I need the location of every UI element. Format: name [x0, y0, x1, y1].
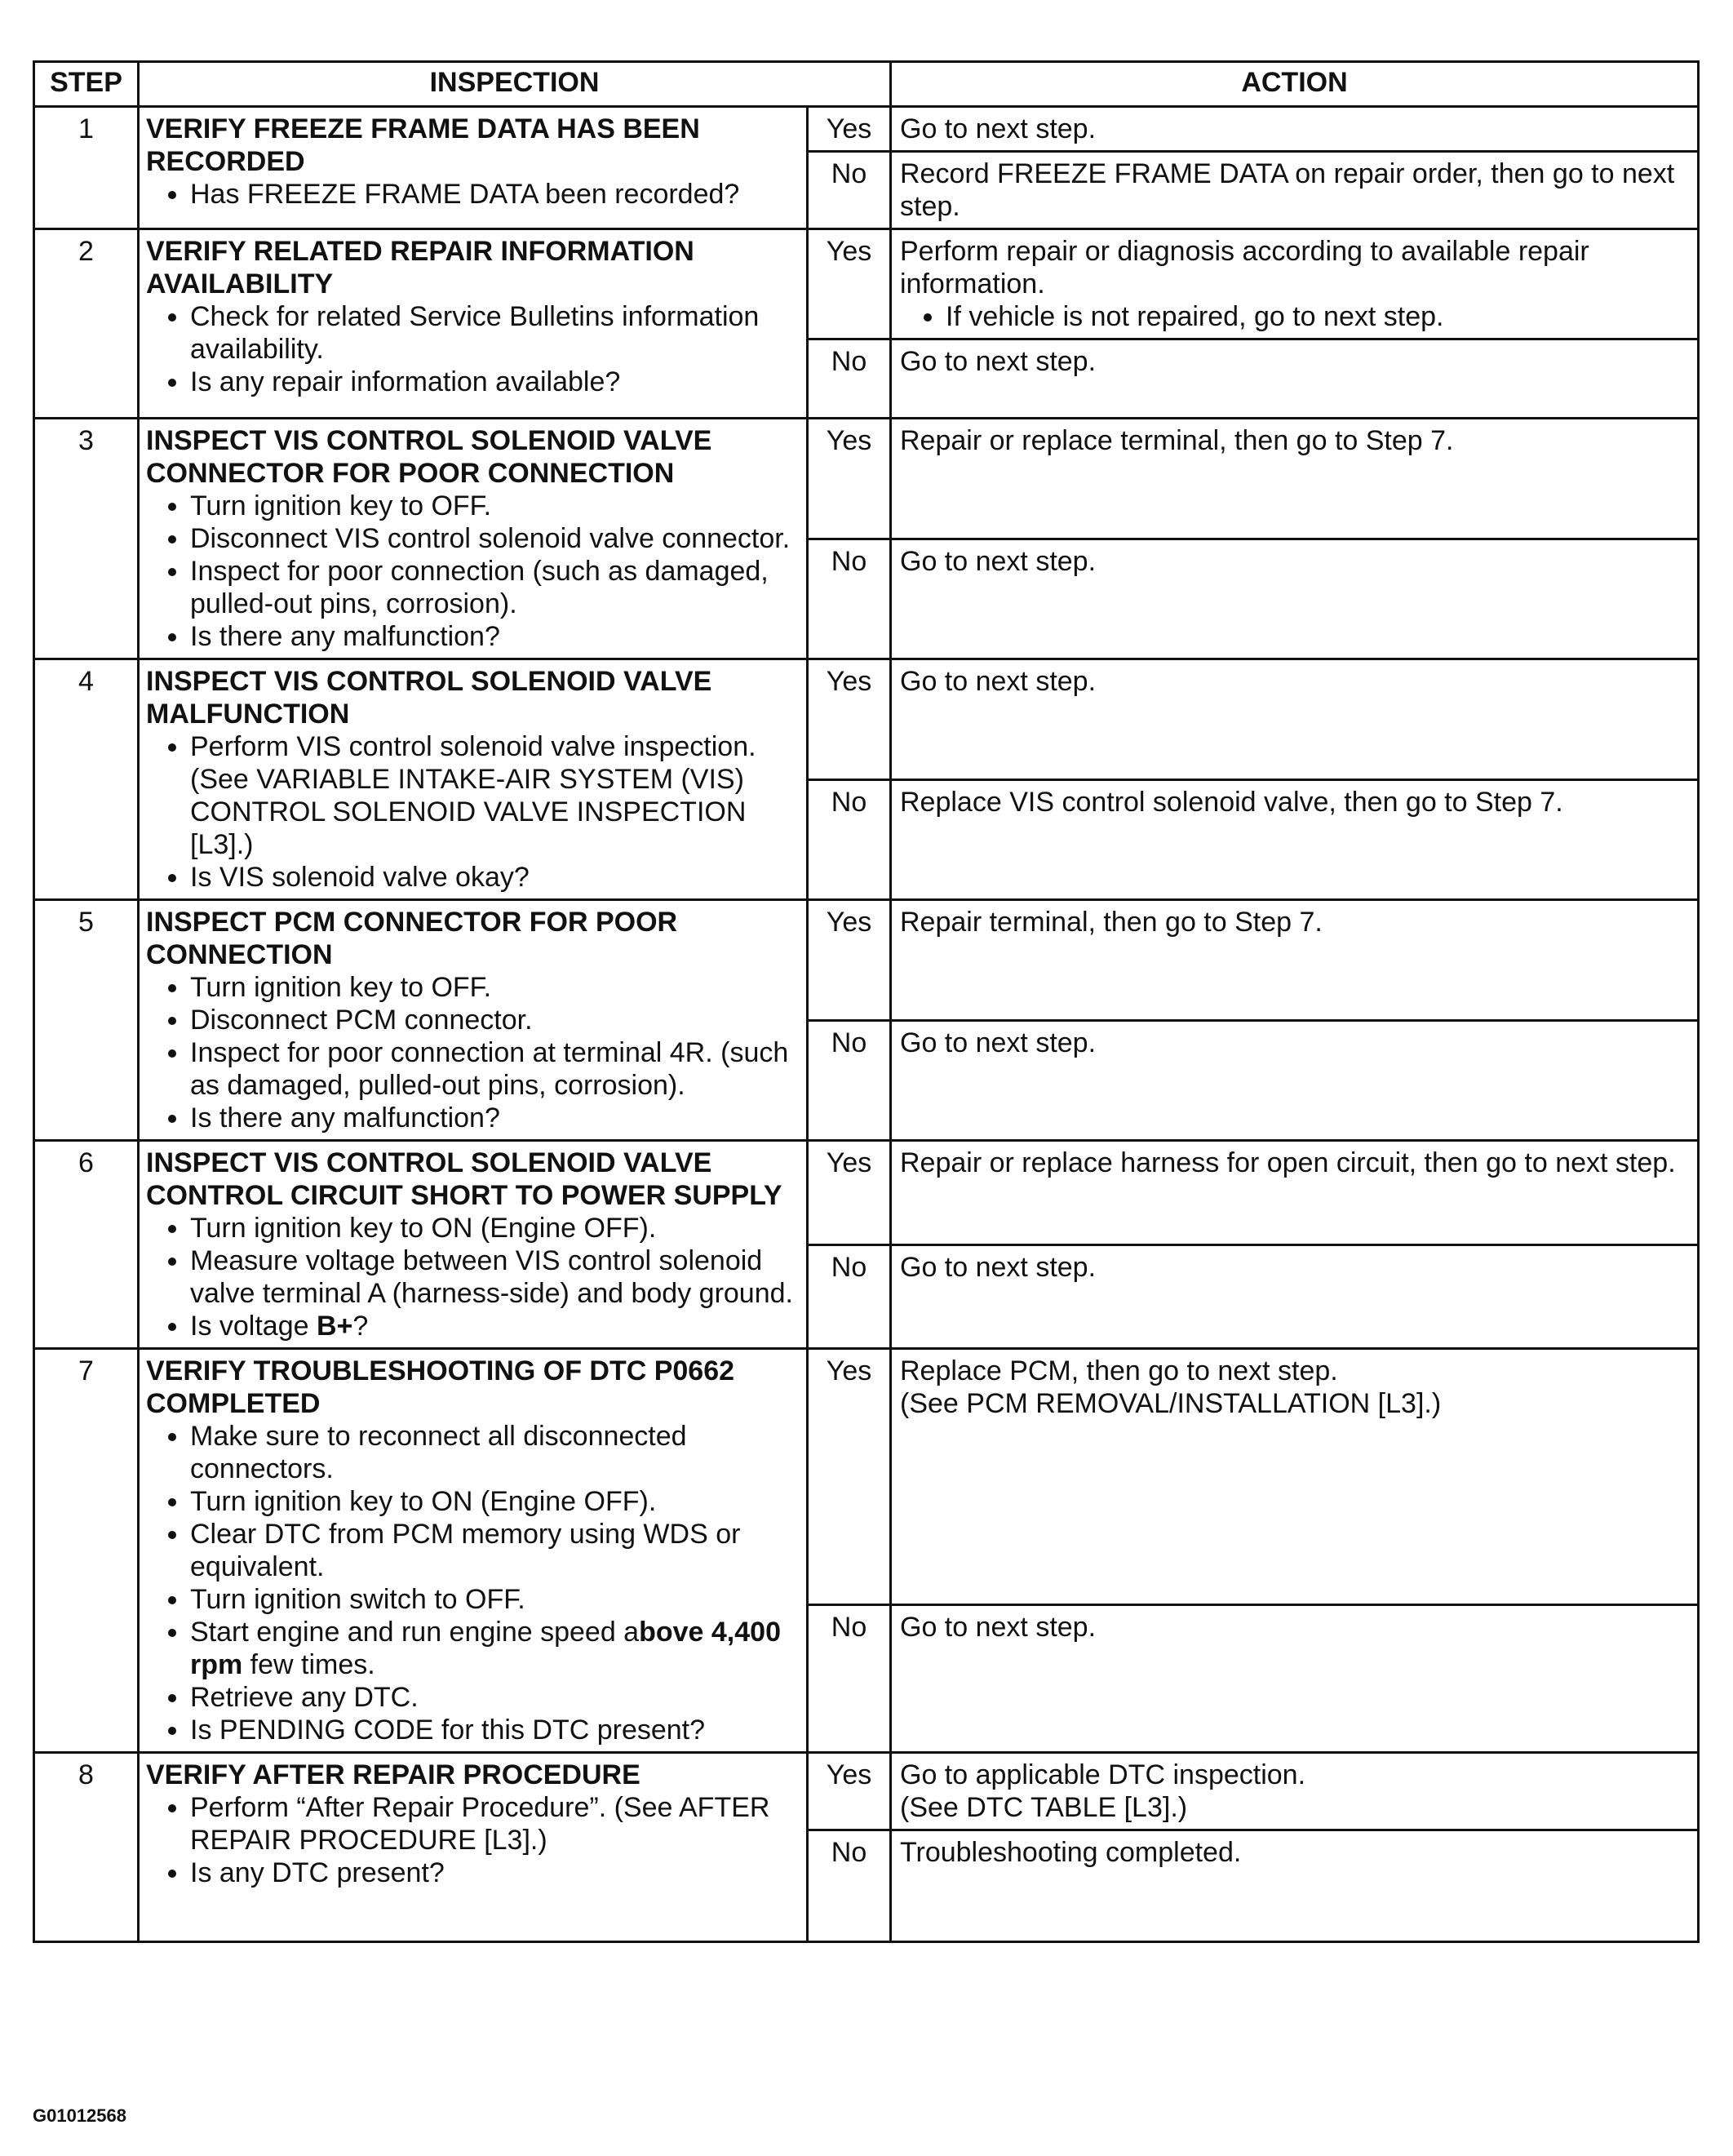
inspection-bullet: • Turn ignition key to ON (Engine OFF). — [190, 1212, 800, 1244]
table-row — [34, 419, 1699, 539]
yes-action-reference: (See PCM REMOVAL/INSTALLATION [L3].) — [900, 1388, 1442, 1419]
step-number: 1 — [34, 107, 139, 229]
yes-label: Yes — [808, 107, 891, 152]
table-row — [34, 1753, 1699, 1830]
yes-action-cell — [891, 1349, 1699, 1605]
inspection-cell — [139, 1141, 808, 1349]
step-title: INSPECT VIS CONTROL SOLENOID VALVE CONTROL CIRCUIT SHORT TO POWER SUPPLY — [146, 1147, 782, 1211]
bullet-text: ? — [352, 1311, 369, 1342]
voltage-spec: B+ — [316, 1311, 353, 1342]
inspection-bullet: • Is there any malfunction? — [190, 1102, 800, 1134]
bullet-text: few times. — [242, 1649, 375, 1680]
inspection-bullet: • Is any DTC present? — [190, 1857, 800, 1889]
inspection-bullet: • Is any repair information available? — [190, 366, 800, 398]
step-title: INSPECT VIS CONTROL SOLENOID VALVE CONNECTOR FOR POOR CONNECTION — [146, 425, 712, 489]
figure-id: G01012568 — [33, 2105, 126, 2126]
table-row — [34, 229, 1699, 339]
yes-action: Repair terminal, then go to Step 7. — [891, 900, 1699, 1021]
inspection-bullet: • Turn ignition key to OFF. — [190, 490, 800, 522]
step-title: VERIFY AFTER REPAIR PROCEDURE — [146, 1759, 640, 1790]
no-action: Go to next step. — [891, 1244, 1699, 1349]
step-title: VERIFY TROUBLESHOOTING OF DTC P0662 COMPLETED — [146, 1355, 735, 1419]
step-title: INSPECT PCM CONNECTOR FOR POOR CONNECTION — [146, 907, 678, 970]
step-title: VERIFY FREEZE FRAME DATA HAS BEEN RECORDED — [146, 113, 700, 177]
inspection-bullet: • Clear DTC from PCM memory using WDS or equivalent. — [190, 1518, 800, 1583]
yes-action: Go to applicable DTC inspection. — [900, 1759, 1306, 1790]
no-action: Go to next step. — [891, 1020, 1699, 1141]
no-label: No — [808, 1020, 891, 1141]
yes-action: Perform repair or diagnosis according to available repair information. — [900, 236, 1589, 299]
procedure-document — [33, 60, 1697, 1943]
yes-label: Yes — [808, 229, 891, 339]
step-number: 6 — [34, 1141, 139, 1349]
inspection-bullet: • Is there any malfunction? — [190, 620, 800, 653]
inspection-bullet — [190, 1310, 800, 1342]
table-row — [34, 1141, 1699, 1245]
header-inspection: INSPECTION — [139, 62, 891, 107]
rpm-spec: bove 4,400 rpm — [190, 1617, 781, 1680]
inspection-bullet: • Turn ignition key to OFF. — [190, 971, 800, 1004]
bullet-text: Start engine and run engine speed a — [190, 1617, 640, 1648]
inspection-cell — [139, 229, 808, 419]
inspection-bullet: • Has FREEZE FRAME DATA been recorded? — [190, 178, 800, 211]
no-label: No — [808, 152, 891, 229]
yes-label: Yes — [808, 659, 891, 780]
inspection-bullet: • Turn ignition key to ON (Engine OFF). — [190, 1485, 800, 1518]
yes-action-reference: (See DTC TABLE [L3].) — [900, 1792, 1188, 1823]
yes-action-cell — [891, 229, 1699, 339]
no-label: No — [808, 779, 891, 900]
no-action: Record FREEZE FRAME DATA on repair order, then go to next step. — [891, 152, 1699, 229]
table-header-row — [34, 62, 1699, 107]
inspection-cell — [139, 107, 808, 229]
yes-label: Yes — [808, 419, 891, 539]
no-action: Troubleshooting completed. — [891, 1830, 1699, 1942]
header-action: ACTION — [891, 62, 1699, 107]
inspection-cell — [139, 659, 808, 900]
no-label: No — [808, 1604, 891, 1753]
yes-label: Yes — [808, 1753, 891, 1830]
inspection-cell — [139, 900, 808, 1141]
no-action: Go to next step. — [891, 539, 1699, 659]
inspection-bullet: • Perform VIS control solenoid valve inspection. (See VARIABLE INTAKE-AIR SYSTEM (VIS) CONTROL SOLENOID VALVE INSPECTION [L3].) — [190, 730, 800, 861]
no-action: Go to next step. — [891, 339, 1699, 419]
no-label: No — [808, 339, 891, 419]
no-action: Replace VIS control solenoid valve, then go to Step 7. — [891, 779, 1699, 900]
step-number: 5 — [34, 900, 139, 1141]
step-number: 4 — [34, 659, 139, 900]
no-label: No — [808, 1830, 891, 1942]
header-step: STEP — [34, 62, 139, 107]
inspection-bullet: • Disconnect PCM connector. — [190, 1004, 800, 1036]
step-title: VERIFY RELATED REPAIR INFORMATION AVAILABILITY — [146, 236, 694, 299]
step-number: 8 — [34, 1753, 139, 1942]
yes-label: Yes — [808, 1141, 891, 1245]
inspection-cell — [139, 1349, 808, 1753]
step-number: 2 — [34, 229, 139, 419]
inspection-bullet: • Check for related Service Bulletins information availability. — [190, 300, 800, 366]
table-row — [34, 659, 1699, 780]
yes-action: Repair or replace terminal, then go to Step 7. — [891, 419, 1699, 539]
yes-label: Yes — [808, 1349, 891, 1605]
no-label: No — [808, 539, 891, 659]
inspection-bullet: • Disconnect VIS control solenoid valve connector. — [190, 522, 800, 555]
inspection-bullet: • Inspect for poor connection (such as damaged, pulled-out pins, corrosion). — [190, 555, 800, 620]
inspection-bullet: • Perform “After Repair Procedure”. (See AFTER REPAIR PROCEDURE [L3].) — [190, 1791, 800, 1857]
no-action: Go to next step. — [891, 1604, 1699, 1753]
table-row — [34, 107, 1699, 152]
action-bullet: • If vehicle is not repaired, go to next step. — [946, 300, 1689, 333]
yes-action: Replace PCM, then go to next step. — [900, 1355, 1338, 1386]
inspection-cell — [139, 1753, 808, 1942]
inspection-bullet: • Turn ignition switch to OFF. — [190, 1583, 800, 1616]
inspection-bullet: • Retrieve any DTC. — [190, 1681, 800, 1714]
bullet-text: Is voltage — [190, 1311, 317, 1342]
step-title: INSPECT VIS CONTROL SOLENOID VALVE MALFUNCTION — [146, 666, 712, 730]
yes-action: Repair or replace harness for open circuit, then go to next step. — [891, 1141, 1699, 1245]
step-number: 3 — [34, 419, 139, 659]
yes-action-cell — [891, 1753, 1699, 1830]
inspection-bullet — [190, 1616, 800, 1681]
yes-action: Go to next step. — [891, 107, 1699, 152]
inspection-bullet: • Inspect for poor connection at terminal 4R. (such as damaged, pulled-out pins, corrosion). — [190, 1036, 800, 1102]
inspection-cell — [139, 419, 808, 659]
inspection-bullet: • Measure voltage between VIS control solenoid valve terminal A (harness-side) and body ground. — [190, 1244, 800, 1310]
yes-label: Yes — [808, 900, 891, 1021]
inspection-bullet: • Make sure to reconnect all disconnected connectors. — [190, 1420, 800, 1485]
step-number: 7 — [34, 1349, 139, 1753]
table-row — [34, 1349, 1699, 1605]
inspection-bullet: • Is VIS solenoid valve okay? — [190, 861, 800, 894]
no-label: No — [808, 1244, 891, 1349]
troubleshooting-table — [33, 60, 1700, 1943]
inspection-bullet: • Is PENDING CODE for this DTC present? — [190, 1714, 800, 1746]
yes-action: Go to next step. — [891, 659, 1699, 780]
table-row — [34, 900, 1699, 1021]
